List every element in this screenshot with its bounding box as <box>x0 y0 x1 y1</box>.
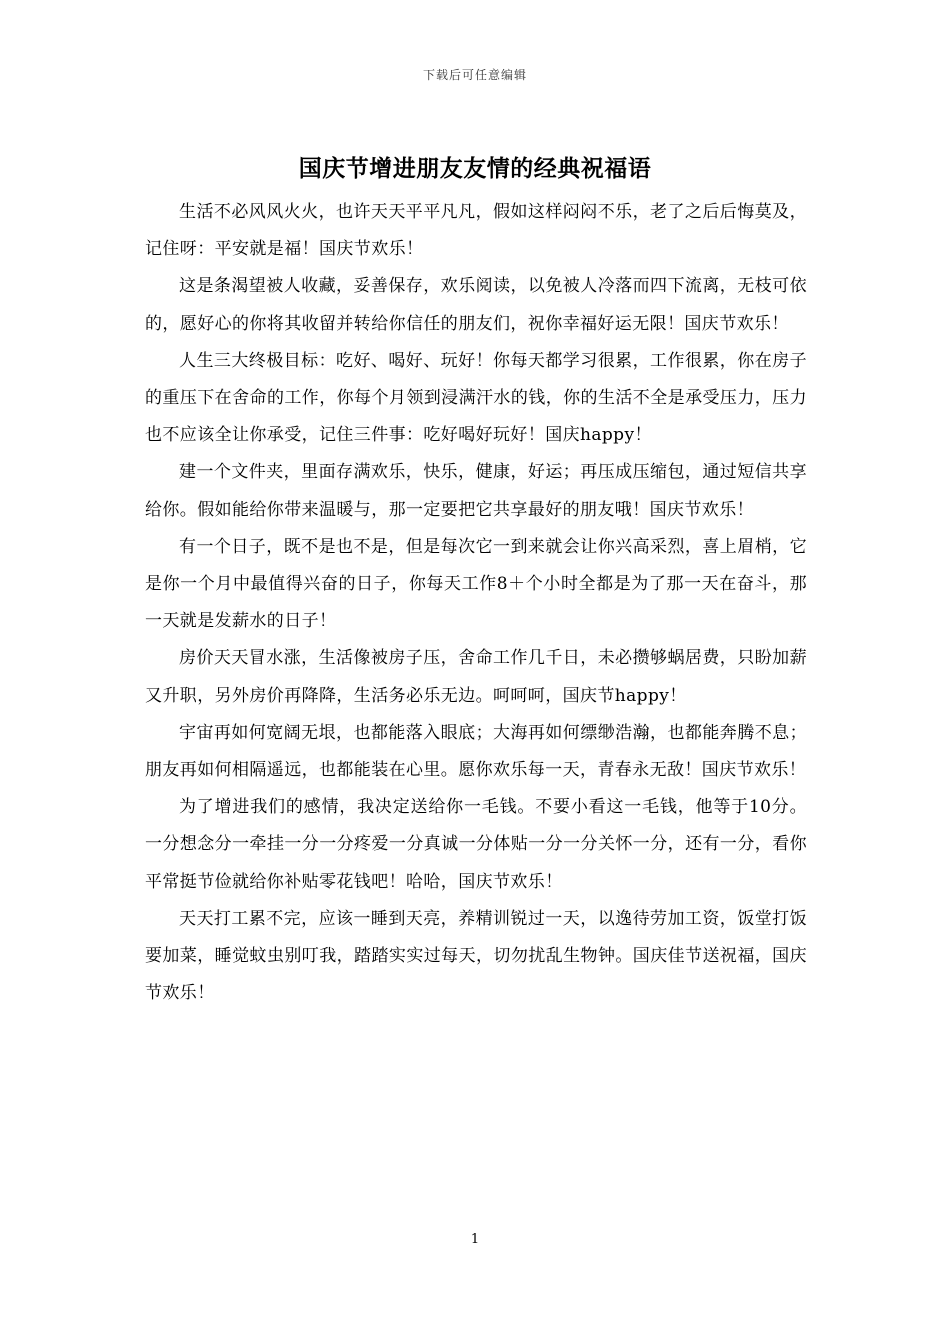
header-note: 下载后可任意编辑 <box>422 68 527 82</box>
document-body <box>145 194 807 1012</box>
paragraph: 为了增进我们的感情，我决定送给你一毛钱。不要小看这一毛钱，他等于10分。一分想念分一牵挂一分一分疼爱一分真诚一分体贴一分一分关怀一分，还有一分，看你平常挺节俭就给你补贴零花钱吧！哈哈，国庆节欢乐！ <box>145 797 807 892</box>
document-title: 国庆节增进朋友友情的经典祝福语 <box>298 155 652 182</box>
paragraph: 人生三大终极目标：吃好、喝好、玩好！你每天都学习很累，工作很累，你在房子的重压下在舍命的工作，你每个月领到浸满汗水的钱，你的生活不全是承受压力，压力也不应该全让你承受，记住三件事：吃好喝好玩好！国庆happy！ <box>145 350 807 446</box>
paragraph: 房价天天冒水涨，生活像被房子压，舍命工作几千日，未必攒够蜗居费，只盼加薪又升职，另外房价再降降，生活务必乐无边。呵呵呵，国庆节happy！ <box>145 648 807 706</box>
paragraph: 天天打工累不完，应该一睡到天亮，养精训锐过一天，以逸待劳加工资，饭堂打饭要加菜，睡觉蚊虫别叮我，踏踏实实过每天，切勿扰乱生物钟。国庆佳节送祝福，国庆节欢乐！ <box>145 908 807 1004</box>
paragraph: 这是条渴望被人收藏，妥善保存，欢乐阅读，以免被人冷落而四下流离，无枝可依的，愿好心的你将其收留并转给你信任的朋友们，祝你幸福好运无限！国庆节欢乐！ <box>145 276 807 334</box>
paragraph: 有一个日子，既不是也不是，但是每次它一到来就会让你兴高采烈，喜上眉梢，它是你一个月中最值得兴奋的日子，你每天工作8＋个小时全都是为了那一天在奋斗，那一天就是发薪水的日子！ <box>145 536 807 632</box>
paragraph: 生活不必风风火火，也许天天平平凡凡，假如这样闷闷不乐，老了之后后悔莫及，记住呀：平安就是福！国庆节欢乐！ <box>145 202 807 260</box>
paragraph: 宇宙再如何宽阔无垠，也都能落入眼底；大海再如何缥缈浩瀚，也都能奔腾不息；朋友再如何相隔遥远，也都能装在心里。愿你欢乐每一天，青春永无敌！国庆节欢乐！ <box>145 722 807 781</box>
page-number: 1 <box>470 1232 480 1247</box>
paragraph: 建一个文件夹，里面存满欢乐，快乐，健康，好运；再压成压缩包，通过短信共享给你。假如能给你带来温暖与，那一定要把它共享最好的朋友哦！国庆节欢乐！ <box>145 462 807 520</box>
